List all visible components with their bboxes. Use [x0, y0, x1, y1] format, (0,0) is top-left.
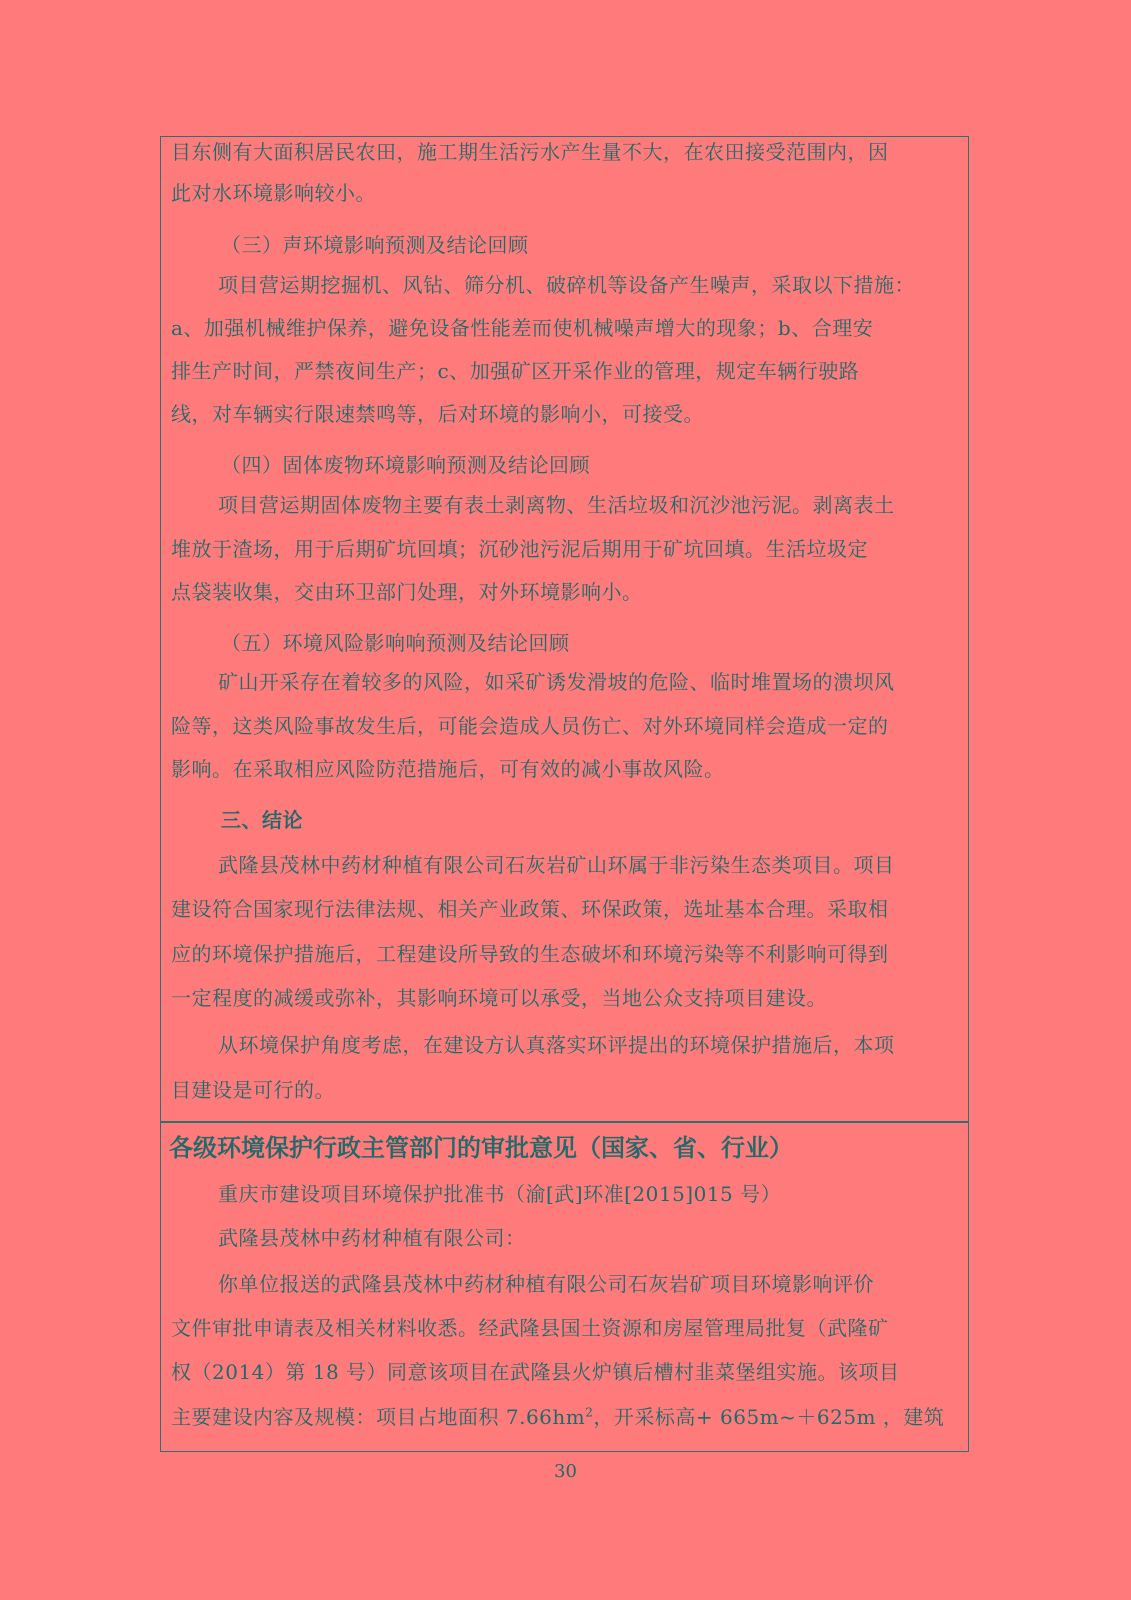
line-prefix: 主要建设内容及规模：项目占地面积 7.66hm: [171, 1405, 586, 1429]
environmental-review-section: [161, 137, 968, 1123]
paragraph-line: 矿山开采存在着较多的风险，如采矿诱发滑坡的危险、临时堆置场的溃坝风: [218, 670, 895, 694]
paragraph-line: 线，对车辆实行限速禁鸣等，后对环境的影响小，可接受。: [171, 402, 704, 426]
paragraph-line: 此对水环境影响较小。: [171, 181, 376, 205]
subsection-heading: （三）声环境影响预测及结论回顾: [221, 233, 529, 257]
paragraph-line: 权（2014）第 18 号）同意该项目在武隆县火炉镇后槽村韭菜堡组实施。该项目: [171, 1360, 900, 1384]
paragraph-line: 建设符合国家现行法律法规、相关产业政策、环保政策，选址基本合理。采取相: [171, 897, 889, 921]
paragraph-line: 目建设是可行的。: [171, 1078, 335, 1102]
paragraph-line: 应的环境保护措施后，工程建设所导致的生态破坏和环境污染等不利影响可得到: [171, 942, 889, 966]
subsection-heading: （五）环境风险影响响预测及结论回顾: [221, 631, 570, 655]
paragraph-line: 从环境保护角度考虑，在建设方认真落实环评提出的环境保护措施后，本项: [218, 1033, 895, 1057]
paragraph-line-with-superscript: [171, 1402, 960, 1432]
approval-section-heading: 各级环境保护行政主管部门的审批意见（国家、省、行业）: [169, 1134, 793, 1162]
paragraph-line: 险等，这类风险事故发生后，可能会造成人员伤亡、对外环境同样会造成一定的: [171, 714, 889, 738]
paragraph-line: 目东侧有大面积居民农田，施工期生活污水产生量不大，在农田接受范围内，因: [171, 140, 889, 164]
paragraph-line: 排生产时间，严禁夜间生产；c、加强矿区开采作业的管理，规定车辆行驶路: [171, 359, 860, 383]
paragraph-line: 影响。在采取相应风险防范措施后，可有效的减小事故风险。: [171, 757, 725, 781]
subsection-heading: （四）固体废物环境影响预测及结论回顾: [221, 453, 590, 477]
conclusion-heading: 三、结论: [221, 808, 303, 832]
approval-document-title: 重庆市建设项目环境保护批准书（渝[武]环准[2015]015 号）: [218, 1182, 782, 1206]
addressee-line: 武隆县茂林中药材种植有限公司：: [218, 1226, 526, 1250]
page-number: 30: [554, 1461, 577, 1482]
paragraph-line: 一定程度的减缓或弥补，其影响环境可以承受，当地公众支持项目建设。: [171, 986, 827, 1010]
paragraph-line: a、加强机械维护保养，避免设备性能差而使机械噪声增大的现象；b、合理安: [171, 316, 874, 340]
area-unit-superscript: 2: [585, 1405, 594, 1420]
paragraph-line: 你单位报送的武隆县茂林中药材种植有限公司石灰岩矿项目环境影响评价: [218, 1272, 874, 1296]
line-suffix: ，开采标高+ 665m~＋625m ，建筑: [593, 1405, 945, 1429]
paragraph-line: 点袋装收集，交由环卫部门处理，对外环境影响小。: [171, 580, 643, 604]
paragraph-line: 项目营运期挖掘机、风钻、筛分机、破碎机等设备产生噪声，采取以下措施：: [218, 273, 915, 297]
paragraph-line: 武隆县茂林中药材种植有限公司石灰岩矿山环属于非污染生态类项目。项目: [218, 853, 895, 877]
paragraph-line: 文件审批申请表及相关材料收悉。经武隆县国土资源和房屋管理局批复（武隆矿: [171, 1316, 889, 1340]
approval-opinion-section: [161, 1123, 968, 1451]
paragraph-line: 堆放于渣场，用于后期矿坑回填；沉砂池污泥后期用于矿坑回填。生活垃圾定: [171, 537, 868, 561]
paragraph-line: 项目营运期固体废物主要有表土剥离物、生活垃圾和沉沙池污泥。剥离表土: [218, 493, 895, 517]
document-frame: [160, 136, 969, 1452]
